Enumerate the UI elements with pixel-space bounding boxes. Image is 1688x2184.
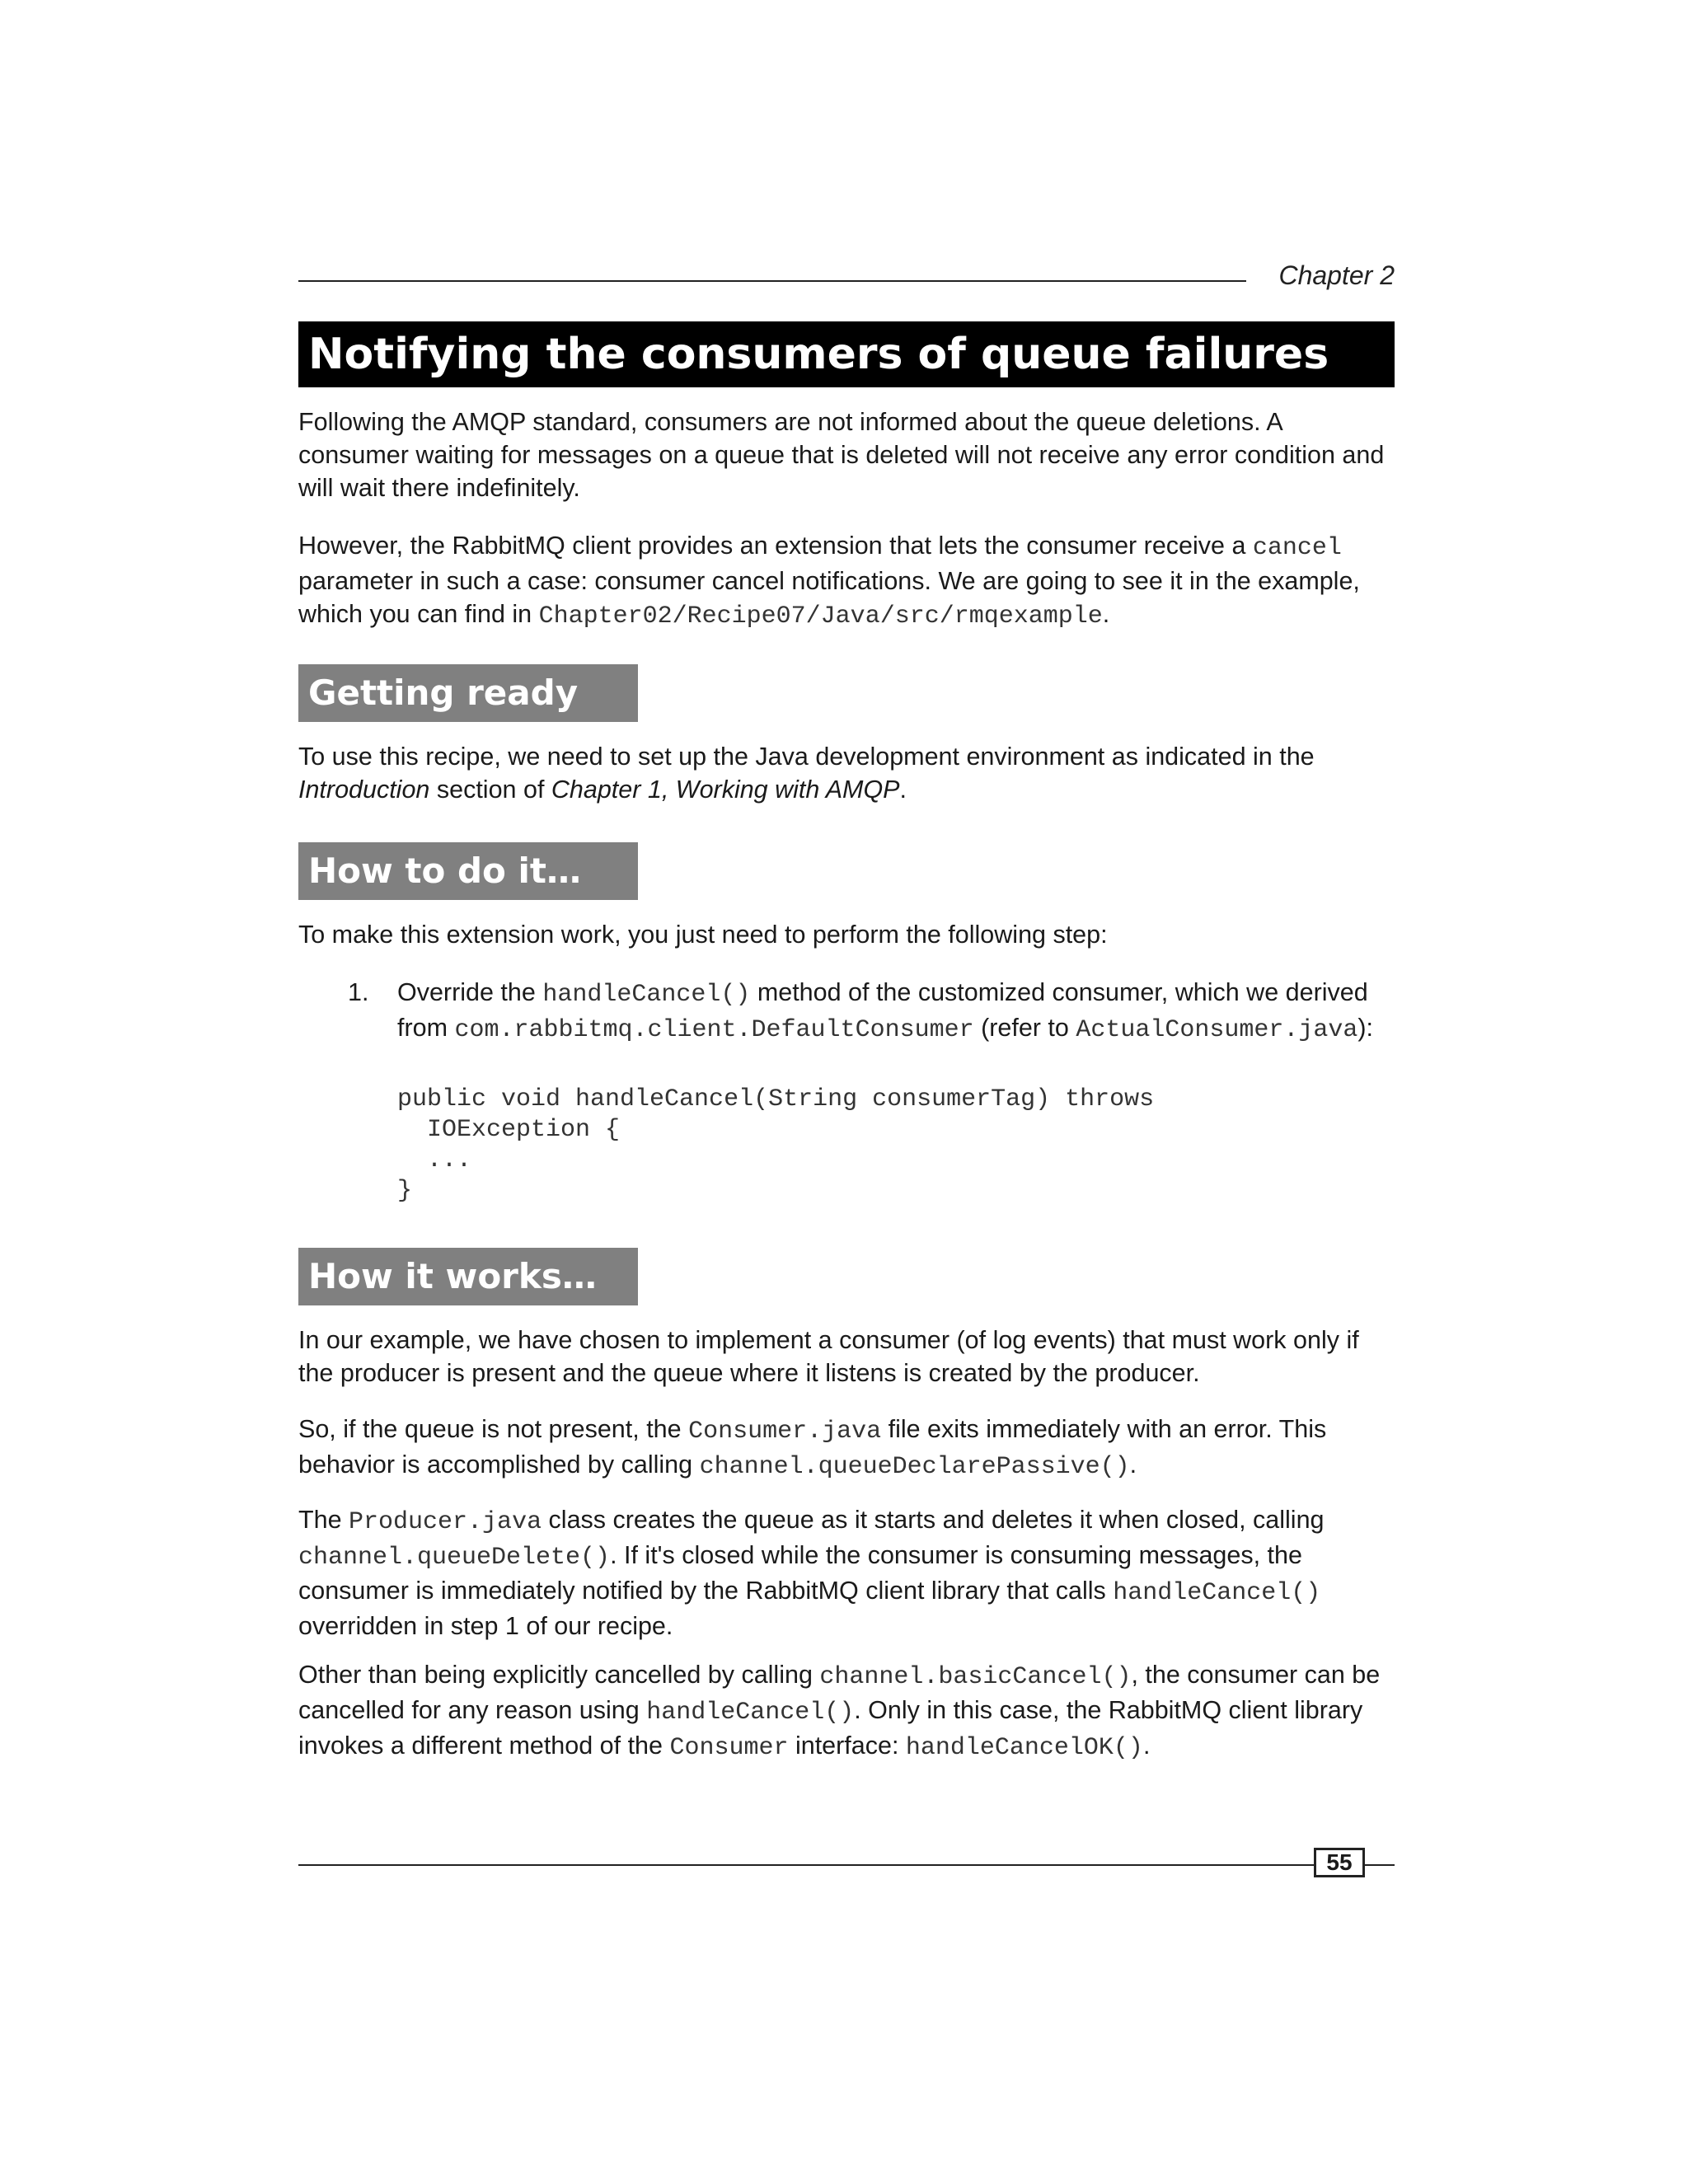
text-run: . (1129, 1451, 1137, 1479)
emphasis-introduction: Introduction (298, 776, 430, 804)
how-it-works-paragraph-1 (298, 1324, 1395, 1390)
text-run: method of the customized consumer, which we derived from (397, 978, 1368, 1042)
text-run: section of (429, 776, 551, 804)
text-run: overridden in step 1 of our recipe. (298, 1612, 673, 1640)
footer-rule (298, 1864, 1395, 1866)
inline-code: cancel (1252, 534, 1342, 562)
inline-code: channel.queueDelete() (298, 1544, 611, 1572)
text-run: . Only in this case, the RabbitMQ client library invokes a different method of the (298, 1696, 1363, 1760)
inline-code: channel.basicCancel() (819, 1663, 1132, 1691)
inline-code: handleCancel() (542, 981, 751, 1009)
how-it-works-paragraph-2 (298, 1413, 1395, 1483)
page-footer (298, 1846, 1395, 1882)
text-run: , the consumer can be cancelled for any reason using (298, 1661, 1381, 1724)
text-run: . If it's closed while the consumer is consuming messages, the consumer is immediately notified by the RabbitMQ client library that calls (298, 1541, 1302, 1605)
text-run: The (298, 1506, 349, 1534)
text-run: . (899, 776, 907, 804)
how-to-intro-text: To make this extension work, you just need to perform the following step: (298, 921, 1108, 949)
text-run: file exits immediately with an error. This behavior is accomplished by calling (298, 1415, 1327, 1479)
text-run: In our example, we have chosen to implement a consumer (of log events) that must work only if the producer is present and the queue where it listens is created by the producer. (298, 1326, 1359, 1387)
inline-code-path: Chapter02/Recipe07/Java/src/rmqexample (538, 602, 1103, 630)
section-title: Notifying the consumers of queue failures (298, 321, 1395, 387)
intro-p1-text: Following the AMQP standard, consumers are not informed about the queue deletions. A consumer waiting for messages on a queue that is deleted will not receive any error condition and will wait there indefinitely. (298, 408, 1385, 502)
inline-code: ActualConsumer.java (1076, 1016, 1358, 1044)
how-to-intro (298, 918, 1395, 951)
intro-paragraph-2 (298, 529, 1395, 633)
inline-code: handleCancel() (646, 1699, 855, 1727)
text-run: Override the (397, 978, 543, 1006)
text-run: interface: (788, 1732, 906, 1760)
how-it-works-paragraph-3 (298, 1503, 1395, 1643)
text-run: . (1142, 1732, 1151, 1760)
page-number: 55 (1314, 1848, 1365, 1877)
inline-code: com.rabbitmq.client.DefaultConsumer (454, 1016, 974, 1044)
emphasis-chapter-ref: Chapter 1, Working with AMQP (551, 776, 900, 804)
chapter-label: Chapter 2 (1278, 260, 1395, 290)
step-1-text (397, 976, 1395, 1047)
running-header (298, 260, 1395, 297)
text-run: . (1102, 600, 1110, 628)
heading-how-it-works: How it works… (298, 1248, 638, 1305)
text-run: ): (1357, 1014, 1374, 1042)
text-run: So, if the queue is not present, the (298, 1415, 689, 1443)
heading-how-to-do-it: How to do it… (298, 842, 638, 900)
text-run: However, the RabbitMQ client provides an extension that lets the consumer receive a (298, 532, 1253, 560)
inline-code: handleCancelOK() (905, 1734, 1143, 1762)
inline-code: Consumer.java (688, 1418, 882, 1446)
text-run: parameter in such a case: consumer cancel notifications. We are going to see it in the example, which you can find in (298, 567, 1360, 628)
text-run: (refer to (973, 1014, 1076, 1042)
code-block: public void handleCancel(String consumerTag) throws IOException { ... } (397, 1085, 1155, 1205)
intro-paragraph-1 (298, 405, 1395, 504)
inline-code: Producer.java (349, 1508, 542, 1536)
inline-code: Consumer (669, 1734, 789, 1762)
getting-ready-paragraph (298, 740, 1395, 806)
text-run: To use this recipe, we need to set up the Java development environment as indicated in the (298, 743, 1315, 771)
how-it-works-paragraph-4 (298, 1658, 1395, 1765)
heading-getting-ready: Getting ready (298, 664, 638, 722)
inline-code: handleCancel() (1113, 1579, 1321, 1607)
text-run: class creates the queue as it starts and deletes it when closed, calling (542, 1506, 1325, 1534)
list-number: 1. (348, 978, 369, 1006)
text-run: Other than being explicitly cancelled by calling (298, 1661, 820, 1689)
header-rule (298, 280, 1246, 282)
inline-code: channel.queueDeclarePassive() (699, 1453, 1130, 1481)
